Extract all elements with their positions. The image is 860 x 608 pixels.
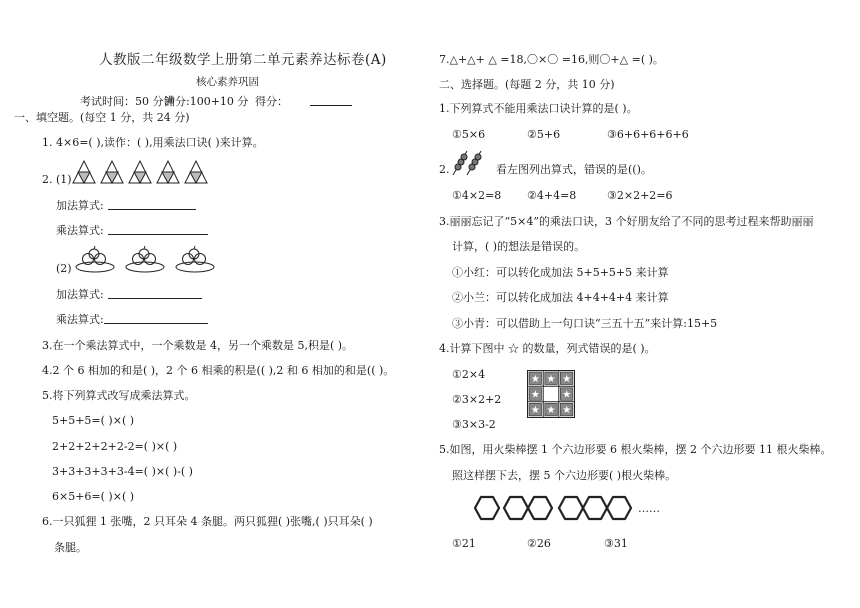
s1-question-3: 3.在一个乘法算式中，一个乘数是 4，另一个乘数是 5,积是( )。 (42, 339, 354, 352)
fruit-plate-icon (76, 246, 114, 272)
s1-question-5: 5.将下列算式改写成乘法算式。 (42, 389, 196, 402)
s2-question-1: 1.下列算式不能用乘法口诀计算的是( )。 (439, 102, 638, 115)
triangle-group-icon (157, 161, 179, 183)
triangle-groups-figure (72, 160, 212, 186)
star-icon: ★ (546, 374, 556, 385)
score-blank[interactable] (310, 95, 352, 106)
s2-question-5: 5.如图，用火柴棒摆 1 个六边形要 6 根火柴棒，摆 2 个六边形要 11 根火柴棒。 (439, 443, 832, 456)
s1-question-1: 1. 4×6=( ),读作：( ),用乘法口诀( )来计算。 (42, 136, 264, 149)
s2-q5-option-1[interactable]: ①21 (452, 537, 476, 550)
q5-item-2: 2+2+2+2+2-2=( )×( ) (52, 440, 178, 453)
hexagon-icon (504, 497, 528, 519)
page-title: 人教版二年级数学上册第二单元素养达标卷(A) (99, 52, 387, 68)
section2-heading: 二、选择题。(每题 2 分，共 10 分) (439, 78, 615, 91)
star-icon: ★ (562, 374, 572, 385)
s2-question-3: 3.丽丽忘记了“5×4”的乘法口诀，3 个好朋友给了不同的思考过程来帮助丽丽 (439, 215, 814, 228)
s2-q4-option-3[interactable]: ③3×3-2 (452, 418, 496, 431)
star-icon: ★ (562, 405, 572, 417)
q2-multiplication-blank[interactable] (108, 224, 208, 235)
star-icon: ★ (530, 374, 540, 385)
s2-q2-option-3[interactable]: ③2×2+2=6 (607, 189, 673, 202)
s2-question-2-number: 2. (439, 163, 450, 176)
q5-item-4: 6×5+6=( )×( ) (52, 490, 135, 503)
s2-question-4: 4.计算下图中 ☆ 的数量，列式错误的是( )。 (439, 342, 656, 355)
star-icon: ★ (530, 389, 540, 401)
s2-question-2: 看左图列出算式，错误的是(()。 (496, 163, 652, 176)
ellipsis: …… (638, 502, 660, 515)
hexagon-icon (559, 497, 583, 519)
q2-addition-blank-2[interactable] (108, 288, 202, 299)
q2-part2-label: (2) (56, 262, 72, 275)
q5-item-3: 3+3+3+3+3-4=( )×( )-( ) (52, 465, 193, 478)
triangle-group-icon (101, 161, 123, 183)
hexagon-icon (528, 497, 552, 519)
s1-question-6: 6.一只狐狸 1 张嘴，2 只耳朵 4 条腿。两只狐狸( )张嘴,( )只耳朵( ) (42, 515, 373, 528)
q5-item-1: 5+5+5=( )×( ) (52, 414, 135, 427)
skewers-icon (450, 150, 486, 176)
s2-q1-option-2[interactable]: ②5+6 (527, 128, 561, 141)
hexagon-icon (583, 497, 607, 519)
q2-multiplication-blank-2[interactable] (104, 313, 208, 324)
exam-time-label: 考试时间：50 分钟 (80, 95, 175, 108)
hexagon-icon (475, 497, 499, 519)
s1-question-2-label: 2. (1) (42, 173, 72, 186)
s2-q1-option-1[interactable]: ①5×6 (452, 128, 486, 141)
fruit-plate-icon (126, 246, 164, 272)
page-subtitle: 核心素养巩固 (196, 76, 259, 88)
s2-question-5-cont: 照这样摆下去，摆 5 个六边形要( )根火柴棒。 (452, 469, 677, 482)
triangle-group-icon (129, 161, 151, 183)
section1-heading: 一、填空题。(每空 1 分，共 24 分) (14, 111, 190, 124)
s1-question-4: 4.2 个 6 相加的和是( )，2 个 6 相乘的积是(( ),2 和 6 相加的和是(( )。 (42, 364, 395, 377)
star-icon: ★ (546, 405, 556, 417)
s1-question-6-cont: 条腿。 (54, 541, 87, 554)
s2-q5-option-3[interactable]: ③31 (604, 537, 628, 550)
s1-question-7: 7.△+△+ △ =18,〇×〇 =16,则〇+△ =( )。 (439, 53, 664, 66)
triangle-group-icon (73, 161, 95, 183)
q2-addition-label-2: 加法算式: (56, 288, 104, 301)
q2-addition-label: 加法算式: (56, 199, 104, 212)
s2-q4-option-2[interactable]: ②3×2+2 (452, 393, 502, 406)
q2-multiplication-label-2: 乘法算式: (56, 313, 104, 326)
s2-q2-option-1[interactable]: ①4×2=8 (452, 189, 502, 202)
s2-q1-option-3[interactable]: ③6+6+6+6+6 (607, 128, 689, 141)
s2-q3-option-2[interactable]: ②小兰：可以转化成加法 4+4+4+4 来计算 (452, 291, 669, 304)
full-score-label: 满分:100+10 分 (164, 95, 249, 108)
triangle-group-icon (185, 161, 207, 183)
s2-q5-option-2[interactable]: ②26 (527, 537, 551, 550)
fruit-plate-icon (176, 246, 214, 272)
q2-addition-blank[interactable] (108, 199, 196, 210)
star-icon: ★ (530, 405, 540, 417)
s2-q4-option-1[interactable]: ①2×4 (452, 368, 486, 381)
s2-q2-option-2[interactable]: ②4+4=8 (527, 189, 577, 202)
s2-q3-option-3[interactable]: ③小青：可以借助上一句口诀“三五十五”来计算:15+5 (452, 317, 718, 330)
s2-question-3-cont: 计算，( )的想法是错误的。 (452, 240, 586, 253)
fruit-plates-figure (76, 246, 216, 274)
score-label: 得分： (255, 95, 288, 108)
hexagon-icon (607, 497, 631, 519)
star-icon: ★ (562, 389, 572, 401)
star-grid-figure (527, 370, 575, 418)
hexagon-chains-figure (468, 494, 638, 524)
s2-q3-option-1[interactable]: ①小红：可以转化成加法 5+5+5+5 来计算 (452, 266, 669, 279)
q2-multiplication-label: 乘法算式: (56, 224, 104, 237)
